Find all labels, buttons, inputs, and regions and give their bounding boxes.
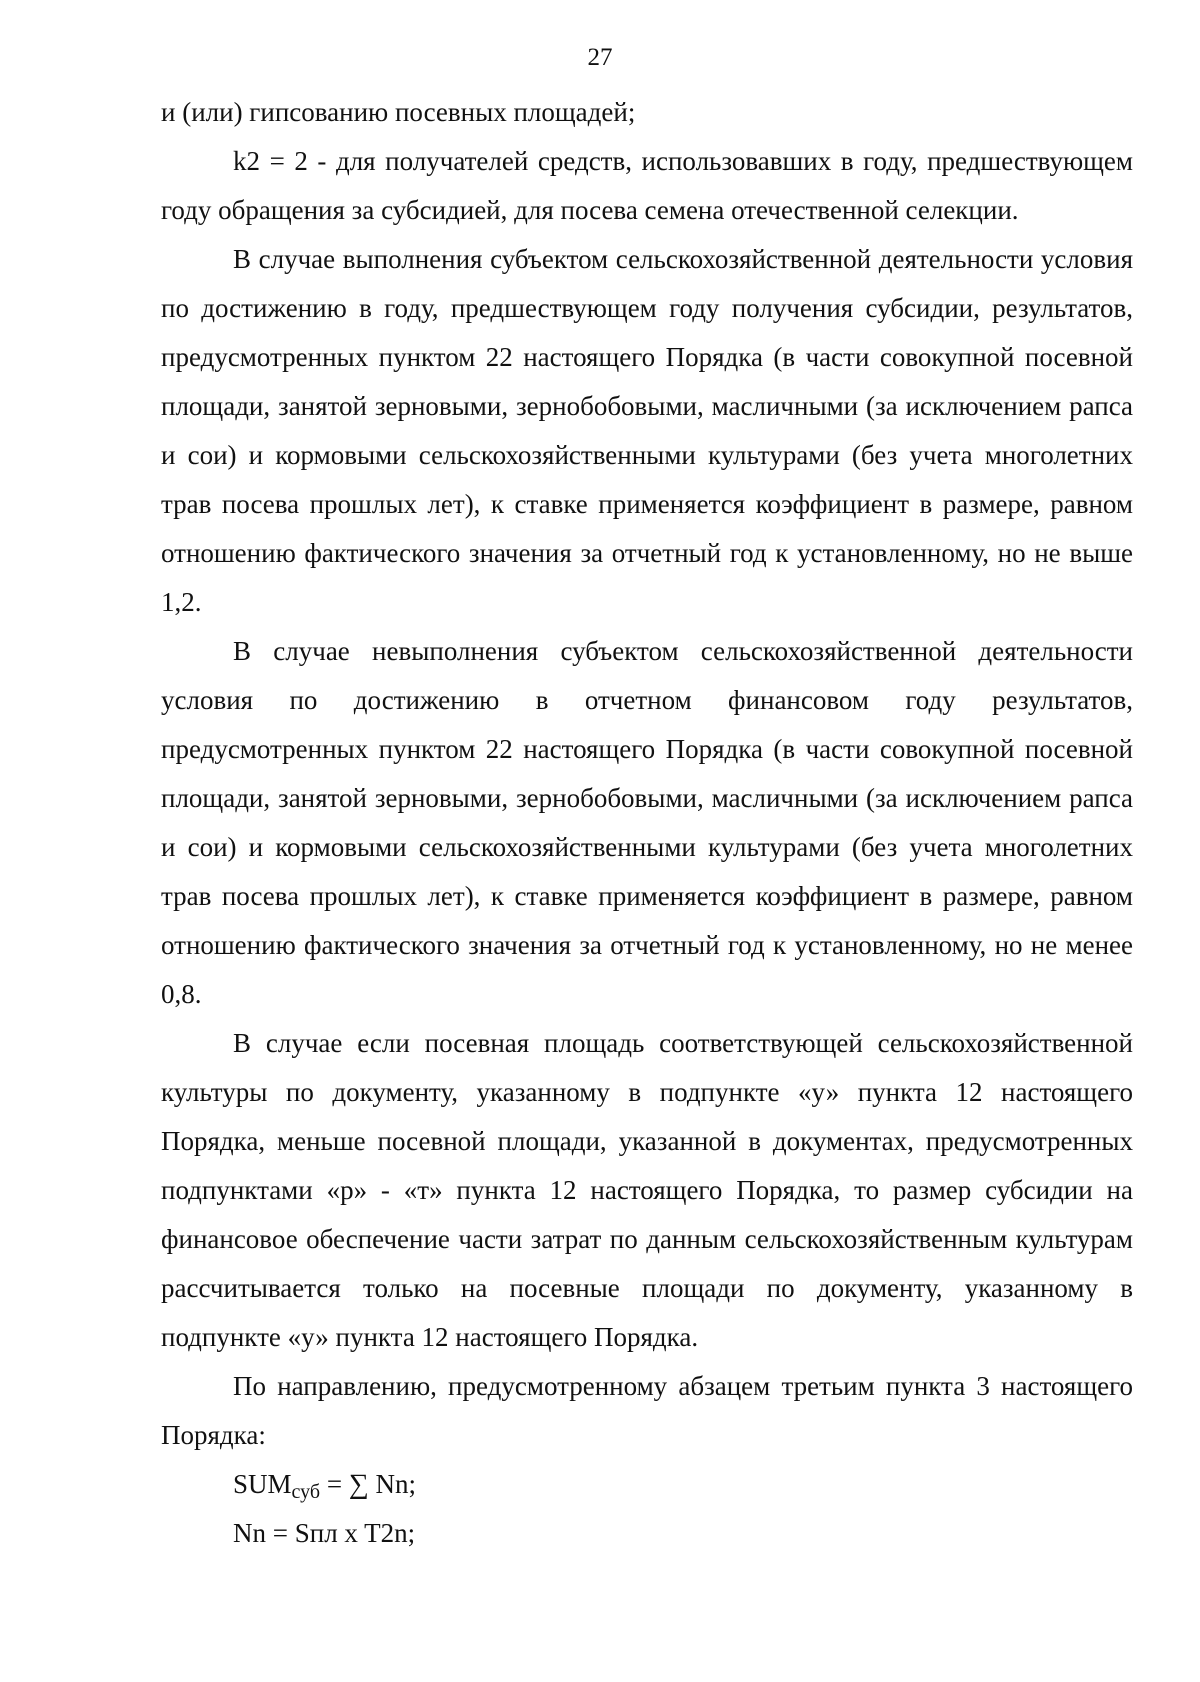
sigma-symbol: ∑ xyxy=(348,1469,369,1500)
paragraph: В случае выполнения субъектом сельскохозяйственной деятельности условия по достижению в году, предшествующем году получения субсидии, результатов, предусмотренных пунктом 22 настоящего Порядка (в части совокупной посевной площади, занятой зерновыми, зернобобовыми, масличными (за исключением рапса и сои) и кормовыми сельскохозяйственными культурами (без учета многолетних трав посева прошлых лет), к ставке применяется коэффициент в размере, равном отношению фактического значения за отчетный год к установленному, но не выше 1,2. xyxy=(161,244,1133,617)
paragraph: и (или) гипсованию посевных площадей; xyxy=(161,97,636,127)
formula-sum-rhs: Nn; xyxy=(368,1469,417,1499)
paragraph: По направлению, предусмотренному абзацем третьим пункта 3 настоящего Порядка: xyxy=(161,1371,1133,1450)
document-body xyxy=(161,88,1133,1558)
paragraph: k2 = 2 - для получателей средств, использовавших в году, предшествующем году обращения за субсидией, для посева семена отечественной селекции. xyxy=(161,146,1133,225)
paragraph: В случае если посевная площадь соответствующей сельскохозяйственной культуры по документу, указанному в подпункте «у» пункта 12 настоящего Порядка, меньше посевной площади, указанной в документах, предусмотренных подпунктами «р» - «т» пункта 12 настоящего Порядка, то размер субсидии на финансовое обеспечение части затрат по данным сельскохозяйственным культурам рассчитывается только на посевные площади по документу, указанному в подпункте «у» пункта 12 настоящего Порядка. xyxy=(161,1028,1133,1352)
paragraph: В случае невыполнения субъектом сельскохозяйственной деятельности условия по достижению в отчетном финансовом году результатов, предусмотренных пунктом 22 настоящего Порядка (в части совокупной посевной площади, занятой зерновыми, зернобобовыми, масличными (за исключением рапса и сои) и кормовыми сельскохозяйственными культурами (без учета многолетних трав посева прошлых лет), к ставке применяется коэффициент в размере, равном отношению фактического значения за отчетный год к установленному, но не менее 0,8. xyxy=(161,636,1133,1009)
page-number: 27 xyxy=(587,44,613,71)
formula-sum-lhs: SUM xyxy=(233,1469,292,1499)
formula-sum xyxy=(161,1460,1133,1509)
formula-nn: Nn = Sпл x T2n; xyxy=(233,1518,416,1548)
formula-sum-subscript: суб xyxy=(291,1481,321,1503)
formula-sum-equals: = xyxy=(320,1469,349,1499)
